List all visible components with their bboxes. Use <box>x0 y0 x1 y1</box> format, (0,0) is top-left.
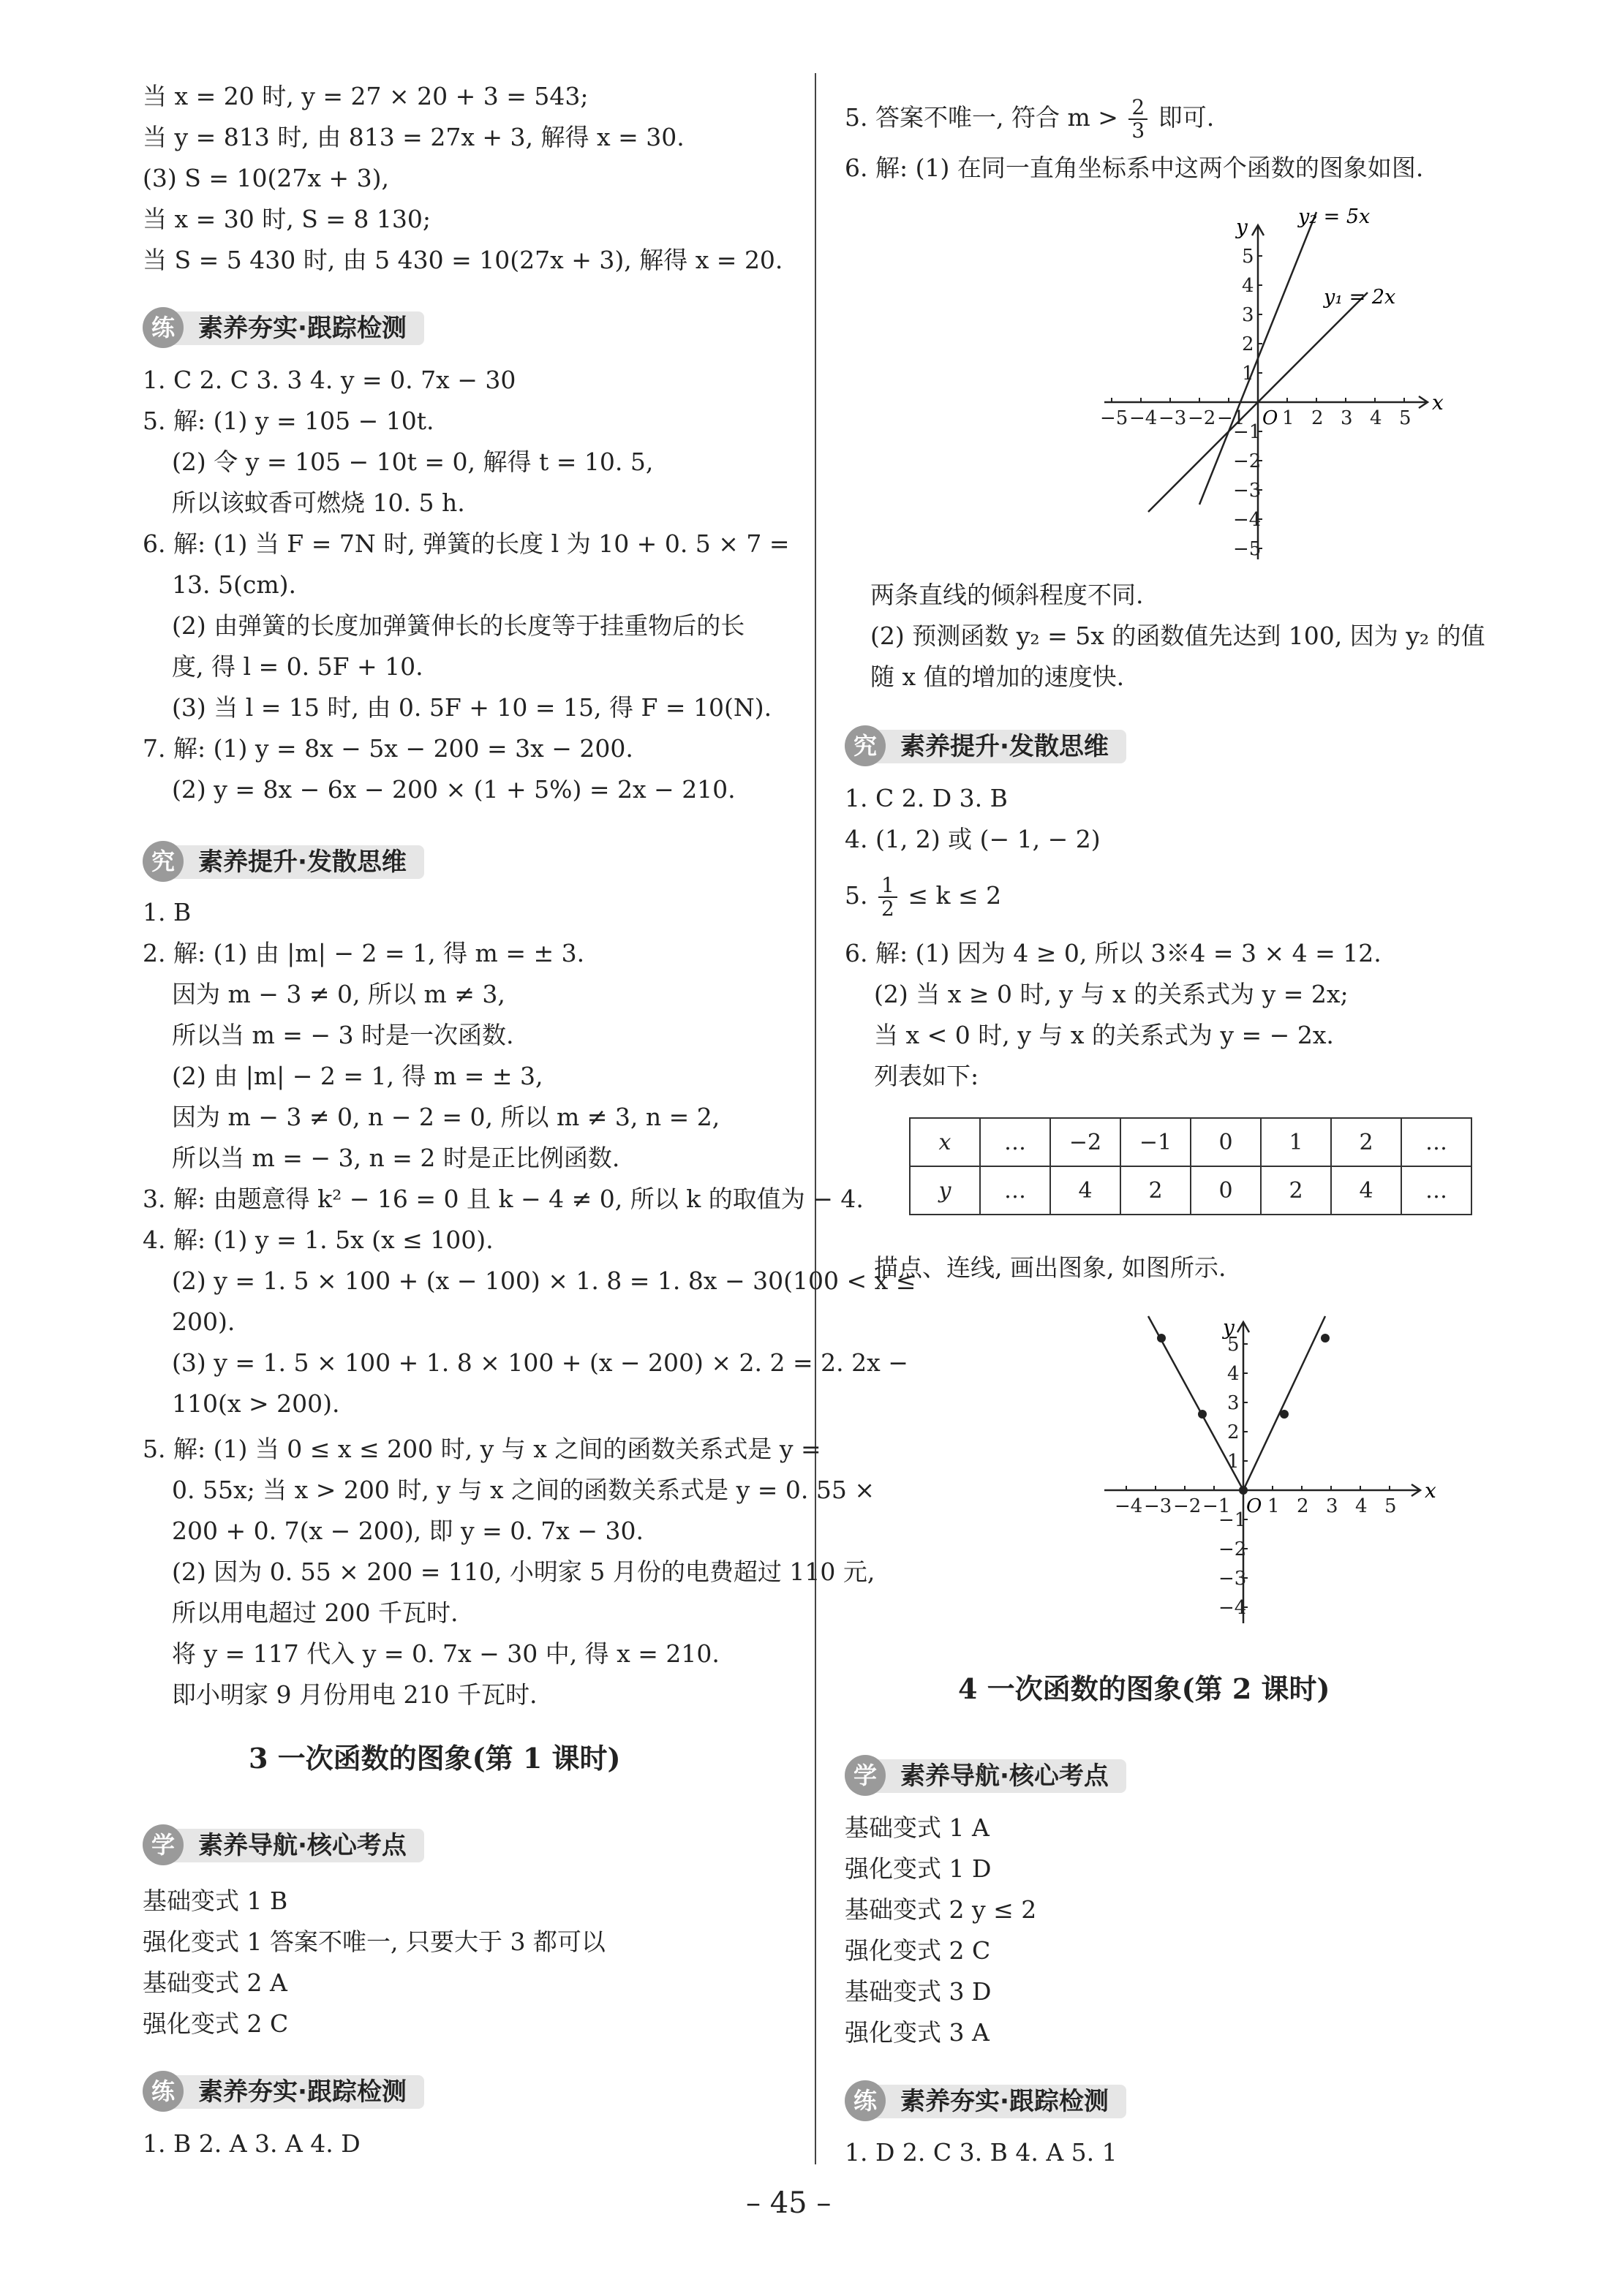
value-table <box>909 1117 1472 1215</box>
y1-label: y₁ = 2x <box>1324 286 1396 309</box>
plotted-point <box>1239 1486 1248 1495</box>
y-tick-label: 5 <box>1242 246 1254 268</box>
text-line: 因为 m − 3 ≠ 0, n − 2 = 0, 所以 m ≠ 3, n = 2, <box>172 1103 720 1131</box>
table-cell: … <box>1401 1166 1471 1215</box>
text-line: 所以当 m = − 3, n = 2 时是正比例函数. <box>172 1144 620 1172</box>
fraction-numerator: 1 <box>878 875 897 898</box>
y-tick-label: 4 <box>1227 1363 1240 1385</box>
table-cell: … <box>1401 1118 1471 1166</box>
x-tick-label: 4 <box>1370 407 1382 429</box>
section-title: 素养夯实·跟踪检测 <box>165 2075 424 2109</box>
table-cell: x <box>910 1118 980 1166</box>
origin-label: O <box>1246 1495 1262 1517</box>
y-tick-label: −4 <box>1233 509 1262 531</box>
text-line: 度, 得 l = 0. 5F + 10. <box>172 652 423 681</box>
fraction <box>1128 97 1147 142</box>
column-divider <box>815 73 816 2164</box>
y-axis-label: y <box>1223 1315 1235 1340</box>
section-badge: 练 <box>143 2071 184 2112</box>
text-line: 所以当 m = − 3 时是一次函数. <box>172 1021 514 1049</box>
chapter-title: 3 一次函数的图象(第 1 课时) <box>249 1742 621 1775</box>
function-graph-1 <box>1017 205 1455 570</box>
table-cell: 0 <box>1191 1118 1261 1166</box>
text-line: (2) 令 y = 105 − 10t = 0, 解得 t = 10. 5, <box>172 448 654 476</box>
q5-suffix: 即可. <box>1158 103 1215 132</box>
text-line: 所以用电超过 200 千瓦时. <box>172 1598 459 1627</box>
section-badge: 究 <box>143 841 184 882</box>
fraction-denominator: 2 <box>881 896 894 921</box>
y-tick-label: −3 <box>1233 480 1262 502</box>
text-line: 1. B 2. A 3. A 4. D <box>143 2129 361 2158</box>
section-title: 素养导航·核心考点 <box>165 1829 424 1862</box>
text-line: 强化变式 1 D <box>845 1854 992 1883</box>
text-line: 将 y = 117 代入 y = 0. 7x − 30 中, 得 x = 210. <box>172 1639 720 1668</box>
x-tick-label: −4 <box>1115 1495 1143 1517</box>
section-badge: 究 <box>845 725 886 766</box>
y-tick-label: 3 <box>1227 1392 1240 1414</box>
section-title: 素养提升·发散思维 <box>165 845 424 879</box>
text-line: 列表如下: <box>874 1062 979 1090</box>
table-cell: 1 <box>1261 1118 1331 1166</box>
section-title: 素养夯实·跟踪检测 <box>867 2085 1126 2118</box>
x-tick-label: 3 <box>1341 407 1353 429</box>
table-cell: … <box>980 1166 1050 1215</box>
text-line: 两条直线的倾斜程度不同. <box>870 581 1144 609</box>
text-line: (2) y = 1. 5 × 100 + (x − 100) × 1. 8 = 1. 8x − 30(100 < x ≤ <box>172 1266 916 1295</box>
x-tick-label: −3 <box>1158 407 1187 429</box>
y-tick-label: 1 <box>1242 363 1254 385</box>
right-branch <box>1243 1316 1325 1490</box>
fraction <box>878 875 897 920</box>
text-line: (2) 由 |m| − 2 = 1, 得 m = ± 3, <box>172 1062 543 1090</box>
fraction-numerator: 2 <box>1128 97 1147 120</box>
text-line: 13. 5(cm). <box>172 570 296 599</box>
x-tick-label: 5 <box>1384 1495 1397 1517</box>
text-line: 110(x > 200). <box>172 1389 340 1418</box>
x-tick-label: −1 <box>1217 407 1245 429</box>
text-line: 5. 解: (1) y = 105 − 10t. <box>143 407 434 435</box>
text-line: 当 x < 0 时, y 与 x 的关系式为 y = − 2x. <box>874 1021 1334 1049</box>
text-line: 0. 55x; 当 x > 200 时, y 与 x 之间的函数关系式是 y = 0. 55 × <box>172 1476 875 1504</box>
table-cell: … <box>980 1118 1050 1166</box>
q5-2-suffix: ≤ k ≤ 2 <box>908 881 1002 910</box>
y-tick-label: −2 <box>1233 450 1262 472</box>
text-line: 1. C 2. D 3. B <box>845 784 1008 812</box>
text-line: 所以该蚊香可燃烧 10. 5 h. <box>172 488 465 517</box>
y-tick-label: 4 <box>1242 275 1254 297</box>
y-axis-label: y <box>1236 215 1248 239</box>
table-cell: 4 <box>1331 1166 1401 1215</box>
table-row <box>910 1118 1471 1166</box>
table-cell: −1 <box>1120 1118 1191 1166</box>
y-tick-label: 2 <box>1227 1421 1240 1443</box>
y-tick-label: 1 <box>1227 1451 1240 1473</box>
section-title: 素养夯实·跟踪检测 <box>165 311 424 345</box>
x-tick-label: 2 <box>1297 1495 1309 1517</box>
y-tick-label: −3 <box>1218 1568 1247 1590</box>
fraction-denominator: 3 <box>1131 118 1145 143</box>
x-tick-label: −5 <box>1100 407 1128 429</box>
table-cell: y <box>910 1166 980 1215</box>
text-line: (2) 预测函数 y₂ = 5x 的函数值先达到 100, 因为 y₂ 的值 <box>870 622 1485 650</box>
text-line: 强化变式 3 A <box>845 2018 990 2047</box>
x-tick-label: −2 <box>1188 407 1216 429</box>
text-line: 当 x = 20 时, y = 27 × 20 + 3 = 543; <box>143 82 589 110</box>
table-cell: 0 <box>1191 1166 1261 1215</box>
x-tick-label: 3 <box>1326 1495 1338 1517</box>
text-line: 基础变式 1 B <box>143 1887 288 1915</box>
table-cell: 4 <box>1050 1166 1120 1215</box>
table-row <box>910 1166 1471 1215</box>
text-line: (3) y = 1. 5 × 100 + 1. 8 × 100 + (x − 200) × 2. 2 = 2. 2x − <box>172 1348 908 1377</box>
section-title: 素养导航·核心考点 <box>867 1759 1126 1793</box>
text-line: 因为 m − 3 ≠ 0, 所以 m ≠ 3, <box>172 980 505 1008</box>
plotted-point <box>1280 1410 1289 1419</box>
text-line: 6. 解: (1) 当 F = 7N 时, 弹簧的长度 l 为 10 + 0. 5 × 7 = <box>143 529 790 558</box>
origin-label: O <box>1262 407 1278 429</box>
text-line: 当 S = 5 430 时, 由 5 430 = 10(27x + 3), 解得 x = 20. <box>143 246 783 274</box>
text-line: 7. 解: (1) y = 8x − 5x − 200 = 3x − 200. <box>143 734 633 763</box>
text-line: (2) 由弹簧的长度加弹簧伸长的长度等于挂重物后的长 <box>172 611 745 640</box>
x-tick-label: 2 <box>1311 407 1324 429</box>
text-line: 基础变式 3 D <box>845 1977 992 2006</box>
y-tick-label: 5 <box>1227 1334 1240 1356</box>
y-tick-label: −1 <box>1218 1509 1247 1531</box>
text-line: 5. 解: (1) 当 0 ≤ x ≤ 200 时, y 与 x 之间的函数关系式是 y = <box>143 1435 821 1463</box>
text-line: 基础变式 1 A <box>845 1813 990 1842</box>
table-cell: 2 <box>1120 1166 1191 1215</box>
section-badge: 学 <box>143 1824 184 1865</box>
section-title: 素养提升·发散思维 <box>867 730 1126 763</box>
text-line: (3) S = 10(27x + 3), <box>143 164 389 192</box>
text-line: 强化变式 2 C <box>845 1936 991 1965</box>
text-line <box>845 870 1001 921</box>
y-tick-label: 2 <box>1242 333 1254 355</box>
y2-label: y₂ = 5x <box>1298 205 1371 228</box>
text-line: 6. 解: (1) 在同一直角坐标系中这两个函数的图象如图. <box>845 154 1424 182</box>
section-badge: 练 <box>143 307 184 348</box>
y-tick-label: 3 <box>1242 304 1254 326</box>
text-line: 2. 解: (1) 由 |m| − 2 = 1, 得 m = ± 3. <box>143 939 585 967</box>
x-axis-label: x <box>1432 390 1444 415</box>
y-tick-label: −5 <box>1233 538 1262 560</box>
plotted-point <box>1198 1410 1207 1419</box>
y-tick-label: −1 <box>1233 421 1262 443</box>
text-line: 描点、连线, 画出图象, 如图所示. <box>874 1253 1226 1282</box>
x-tick-label: −2 <box>1173 1495 1202 1517</box>
text-line: 6. 解: (1) 因为 4 ≥ 0, 所以 3※4 = 3 × 4 = 12. <box>845 939 1382 967</box>
text-line: 1. D 2. C 3. B 4. A 5. 1 <box>845 2138 1118 2167</box>
text-line: 4. (1, 2) 或 (− 1, − 2) <box>845 825 1101 853</box>
text-line: (2) 因为 0. 55 × 200 = 110, 小明家 5 月份的电费超过 110 元, <box>172 1557 875 1586</box>
table-cell: 2 <box>1331 1118 1401 1166</box>
table-cell: 2 <box>1261 1166 1331 1215</box>
text-line: 当 y = 813 时, 由 813 = 27x + 3, 解得 x = 30. <box>143 123 685 151</box>
x-tick-label: 1 <box>1267 1495 1280 1517</box>
plotted-point <box>1157 1334 1166 1343</box>
chapter-title: 4 一次函数的图象(第 2 课时) <box>958 1672 1330 1705</box>
x-tick-label: −4 <box>1129 407 1158 429</box>
section-badge: 学 <box>845 1755 886 1796</box>
x-axis-label: x <box>1425 1479 1436 1503</box>
text-line: 强化变式 1 答案不唯一, 只要大于 3 都可以 <box>143 1927 606 1956</box>
y-tick-label: −2 <box>1218 1538 1247 1560</box>
function-graph-2 <box>1009 1302 1448 1631</box>
x-tick-label: 1 <box>1282 407 1294 429</box>
text-line: 200 + 0. 7(x − 200), 即 y = 0. 7x − 30. <box>172 1517 644 1545</box>
x-tick-label: 5 <box>1399 407 1412 429</box>
q5-2-prefix: 5. <box>845 881 868 910</box>
text-line: 随 x 值的增加的速度快. <box>870 662 1125 691</box>
text-line: 基础变式 2 y ≤ 2 <box>845 1895 1037 1924</box>
y-tick-label: −4 <box>1218 1597 1247 1619</box>
x-tick-label: 4 <box>1355 1495 1368 1517</box>
q5-prefix: 5. 答案不唯一, 符合 m > <box>845 103 1118 132</box>
table-cell: −2 <box>1050 1118 1120 1166</box>
text-line: 200). <box>172 1307 235 1336</box>
text-line <box>845 92 1214 143</box>
text-line: 3. 解: 由题意得 k² − 16 = 0 且 k − 4 ≠ 0, 所以 k 的取值为 − 4. <box>143 1185 864 1213</box>
page-number: – 45 – <box>746 2186 832 2220</box>
text-line: (3) 当 l = 15 时, 由 0. 5F + 10 = 15, 得 F = 10(N). <box>172 693 772 722</box>
text-line: (2) 当 x ≥ 0 时, y 与 x 的关系式为 y = 2x; <box>874 980 1349 1008</box>
plotted-point <box>1321 1334 1330 1343</box>
text-line: 强化变式 2 C <box>143 2009 289 2038</box>
text-line: (2) y = 8x − 6x − 200 × (1 + 5%) = 2x − 210. <box>172 775 736 804</box>
x-tick-label: −1 <box>1202 1495 1231 1517</box>
text-line: 当 x = 30 时, S = 8 130; <box>143 205 431 233</box>
text-line: 1. B <box>143 898 192 926</box>
text-line: 4. 解: (1) y = 1. 5x (x ≤ 100). <box>143 1226 494 1254</box>
text-line: 基础变式 2 A <box>143 1968 287 1997</box>
text-line: 1. C 2. C 3. 3 4. y = 0. 7x − 30 <box>143 366 516 394</box>
x-tick-label: −3 <box>1144 1495 1172 1517</box>
text-line: 即小明家 9 月份用电 210 千瓦时. <box>172 1680 538 1709</box>
section-badge: 练 <box>845 2080 886 2121</box>
